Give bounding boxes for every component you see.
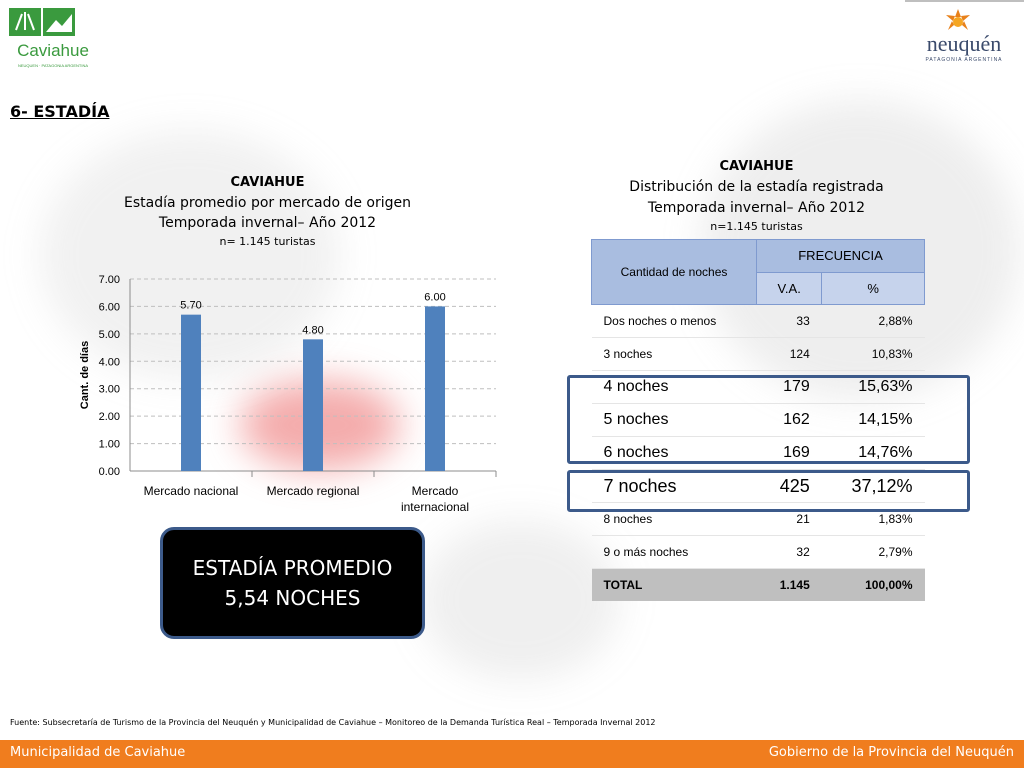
- chart-title-line2: Estadía promedio por mercado de origen: [123, 195, 412, 211]
- background-photo: [420, 520, 620, 680]
- y-tick-label: 3.00: [98, 383, 120, 396]
- average-stay-callout: [160, 527, 425, 639]
- col-header-va: V.A.: [757, 272, 822, 305]
- chart-title-line1: CAVIAHUE: [230, 175, 305, 190]
- neuquen-logo-subtext: PATAGONIA ARGENTINA: [925, 57, 1003, 63]
- row-va: 169: [757, 437, 822, 470]
- y-tick-label: 6.00: [98, 301, 120, 314]
- row-va: 21: [757, 503, 822, 536]
- y-tick-label: 0.00: [98, 466, 120, 478]
- col-header-nights: Cantidad de noches: [592, 240, 757, 305]
- y-tick-label: 2.00: [98, 411, 120, 424]
- x-tick-label: Mercado nacional: [143, 484, 239, 498]
- row-pct: 1,83%: [822, 503, 925, 536]
- highlight-box-4-6-nights: [567, 375, 970, 464]
- row-pct: 14,76%: [822, 437, 925, 470]
- table-row: [592, 536, 925, 569]
- table-title-line1: CAVIAHUE: [719, 159, 794, 174]
- row-pct: 2,79%: [822, 536, 925, 569]
- bar-chart: [70, 265, 510, 520]
- callout-line1: ESTADÍA PROMEDIO: [192, 556, 393, 580]
- row-label: 5 noches: [592, 404, 757, 437]
- footer-right: Gobierno de la Provincia del Neuquén: [768, 745, 1014, 760]
- table-row: [592, 338, 925, 371]
- row-pct: 2,88%: [822, 305, 925, 338]
- table-title-line2: Distribución de la estadía registrada: [629, 179, 884, 195]
- top-rule: [905, 0, 1024, 2]
- row-va: 32: [757, 536, 822, 569]
- bar: [425, 306, 445, 471]
- row-va: 425: [757, 470, 822, 503]
- y-axis-label: Cant. de días: [79, 340, 91, 410]
- row-label: Dos noches o menos: [592, 305, 757, 338]
- table-title-line3: Temporada invernal– Año 2012: [647, 200, 866, 216]
- section-title: 6- ESTADÍA: [10, 102, 110, 121]
- bar: [303, 339, 323, 471]
- table-subtitle: n=1.145 turistas: [710, 220, 803, 233]
- bar: [181, 315, 201, 471]
- row-va: 124: [757, 338, 822, 371]
- row-va: 33: [757, 305, 822, 338]
- y-tick-label: 7.00: [98, 274, 120, 286]
- total-label: TOTAL: [592, 569, 757, 602]
- row-label: 3 noches: [592, 338, 757, 371]
- row-label: 8 noches: [592, 503, 757, 536]
- data-label: 4.80: [302, 324, 324, 337]
- caviahue-logo-text: Caviahue: [17, 41, 89, 60]
- row-va: 162: [757, 404, 822, 437]
- row-pct: 37,12%: [822, 470, 925, 503]
- row-label: 7 noches: [592, 470, 757, 503]
- footer-bar: [0, 740, 1024, 768]
- caviahue-logo-subtext: NEUQUEN · PATAGONIA ARGENTINA: [17, 63, 89, 68]
- row-va: 179: [757, 371, 822, 404]
- source-note: Fuente: Subsecretaría de Turismo de la Provincia del Neuquén y Municipalidad de Caviahue – Monitoreo de la Demanda Turística Real – Temporada Invernal 2012: [10, 718, 656, 727]
- x-tick-label: Mercado: [411, 484, 459, 498]
- x-tick-label: Mercado regional: [266, 484, 360, 498]
- data-label: 6.00: [424, 291, 446, 304]
- row-pct: 10,83%: [822, 338, 925, 371]
- row-pct: 15,63%: [822, 371, 925, 404]
- col-header-pct: %: [822, 272, 925, 305]
- highlight-box-7-nights: [567, 470, 970, 512]
- chart-title-line3: Temporada invernal– Año 2012: [158, 215, 377, 231]
- caviahue-logo: [6, 6, 100, 70]
- neuquen-logo-text: neuquén: [926, 31, 1002, 56]
- row-pct: 14,15%: [822, 404, 925, 437]
- row-label: 4 noches: [592, 371, 757, 404]
- y-tick-label: 1.00: [98, 438, 120, 451]
- neuquen-logo: [910, 8, 1018, 66]
- table-row: [592, 305, 925, 338]
- y-tick-label: 5.00: [98, 328, 120, 341]
- total-va: 1.145: [757, 569, 822, 602]
- data-label: 5.70: [180, 299, 202, 312]
- total-pct: 100,00%: [822, 569, 925, 602]
- y-tick-label: 4.00: [98, 356, 120, 369]
- chart-subtitle: n= 1.145 turistas: [219, 235, 316, 248]
- row-label: 9 o más noches: [592, 536, 757, 569]
- x-tick-label: internacional: [400, 500, 470, 514]
- table-total-row: [592, 569, 925, 602]
- col-header-frequency: FRECUENCIA: [757, 240, 925, 273]
- row-label: 6 noches: [592, 437, 757, 470]
- callout-line2: 5,54 NOCHES: [224, 586, 361, 610]
- footer-left: Municipalidad de Caviahue: [10, 745, 186, 760]
